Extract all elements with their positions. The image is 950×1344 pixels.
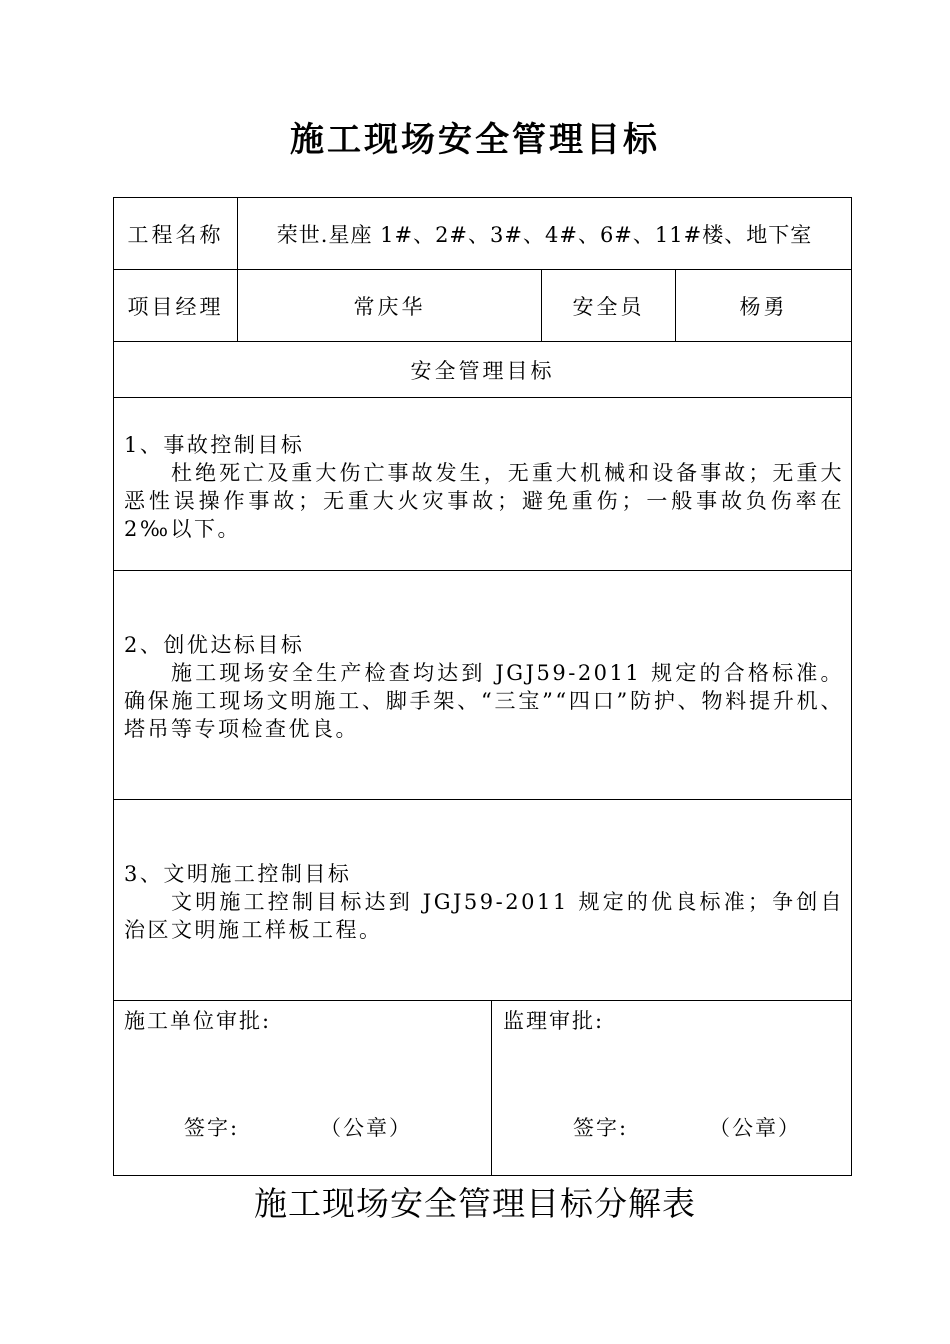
project-name-value: 荣世.星座 1#、2#、3#、4#、6#、11#楼、地下室 [276,222,813,247]
decomposition-table-title: 施工现场安全管理目标分解表 [254,1184,696,1223]
goal-section-excellence [124,631,844,743]
goal-section-accident-control [124,431,844,543]
supervisor-seal-label: （公章） [709,1116,801,1140]
contractor-signature-label: 签字: [184,1116,240,1140]
section-heading: 2、创优达标目标 [124,633,305,657]
contractor-seal-label: （公章） [320,1116,412,1140]
page-title: 施工现场安全管理目标 [290,120,660,160]
row-divider [114,570,851,571]
section-heading: 1、事故控制目标 [124,433,305,457]
section-body: 文明施工控制目标达到 JGJ59-2011 规定的优良标准；争创自治区文明施工样板工程。 [124,890,844,942]
goal-section-civilized-construction [124,860,844,944]
section-heading: 3、文明施工控制目标 [124,862,352,886]
row-divider [114,1000,851,1001]
safety-goals-table [113,197,852,1176]
row-divider [114,799,851,800]
safety-officer-value: 杨勇 [739,294,788,319]
safety-officer-label: 安全员 [572,294,645,319]
goals-header: 安全管理目标 [410,358,555,383]
project-manager-label: 项目经理 [127,294,224,319]
row-divider [114,397,851,398]
section-body: 施工现场安全生产检查均达到 JGJ59-2011 规定的合格标准。确保施工现场文明施工、脚手架、“三宝”“四口”防护、物料提升机、塔吊等专项检查优良。 [124,661,844,741]
project-name-label: 工程名称 [127,222,224,247]
supervisor-approval-label: 监理审批: [503,1009,605,1033]
column-divider [491,1000,492,1175]
section-body: 杜绝死亡及重大伤亡事故发生，无重大机械和设备事故；无重大恶性误操作事故；无重大火灾事故；避免重伤；一般事故负伤率在2‰以下。 [124,461,844,541]
supervisor-signature-label: 签字: [573,1116,629,1140]
contractor-approval-label: 施工单位审批: [124,1009,272,1033]
project-manager-value: 常庆华 [353,294,426,319]
